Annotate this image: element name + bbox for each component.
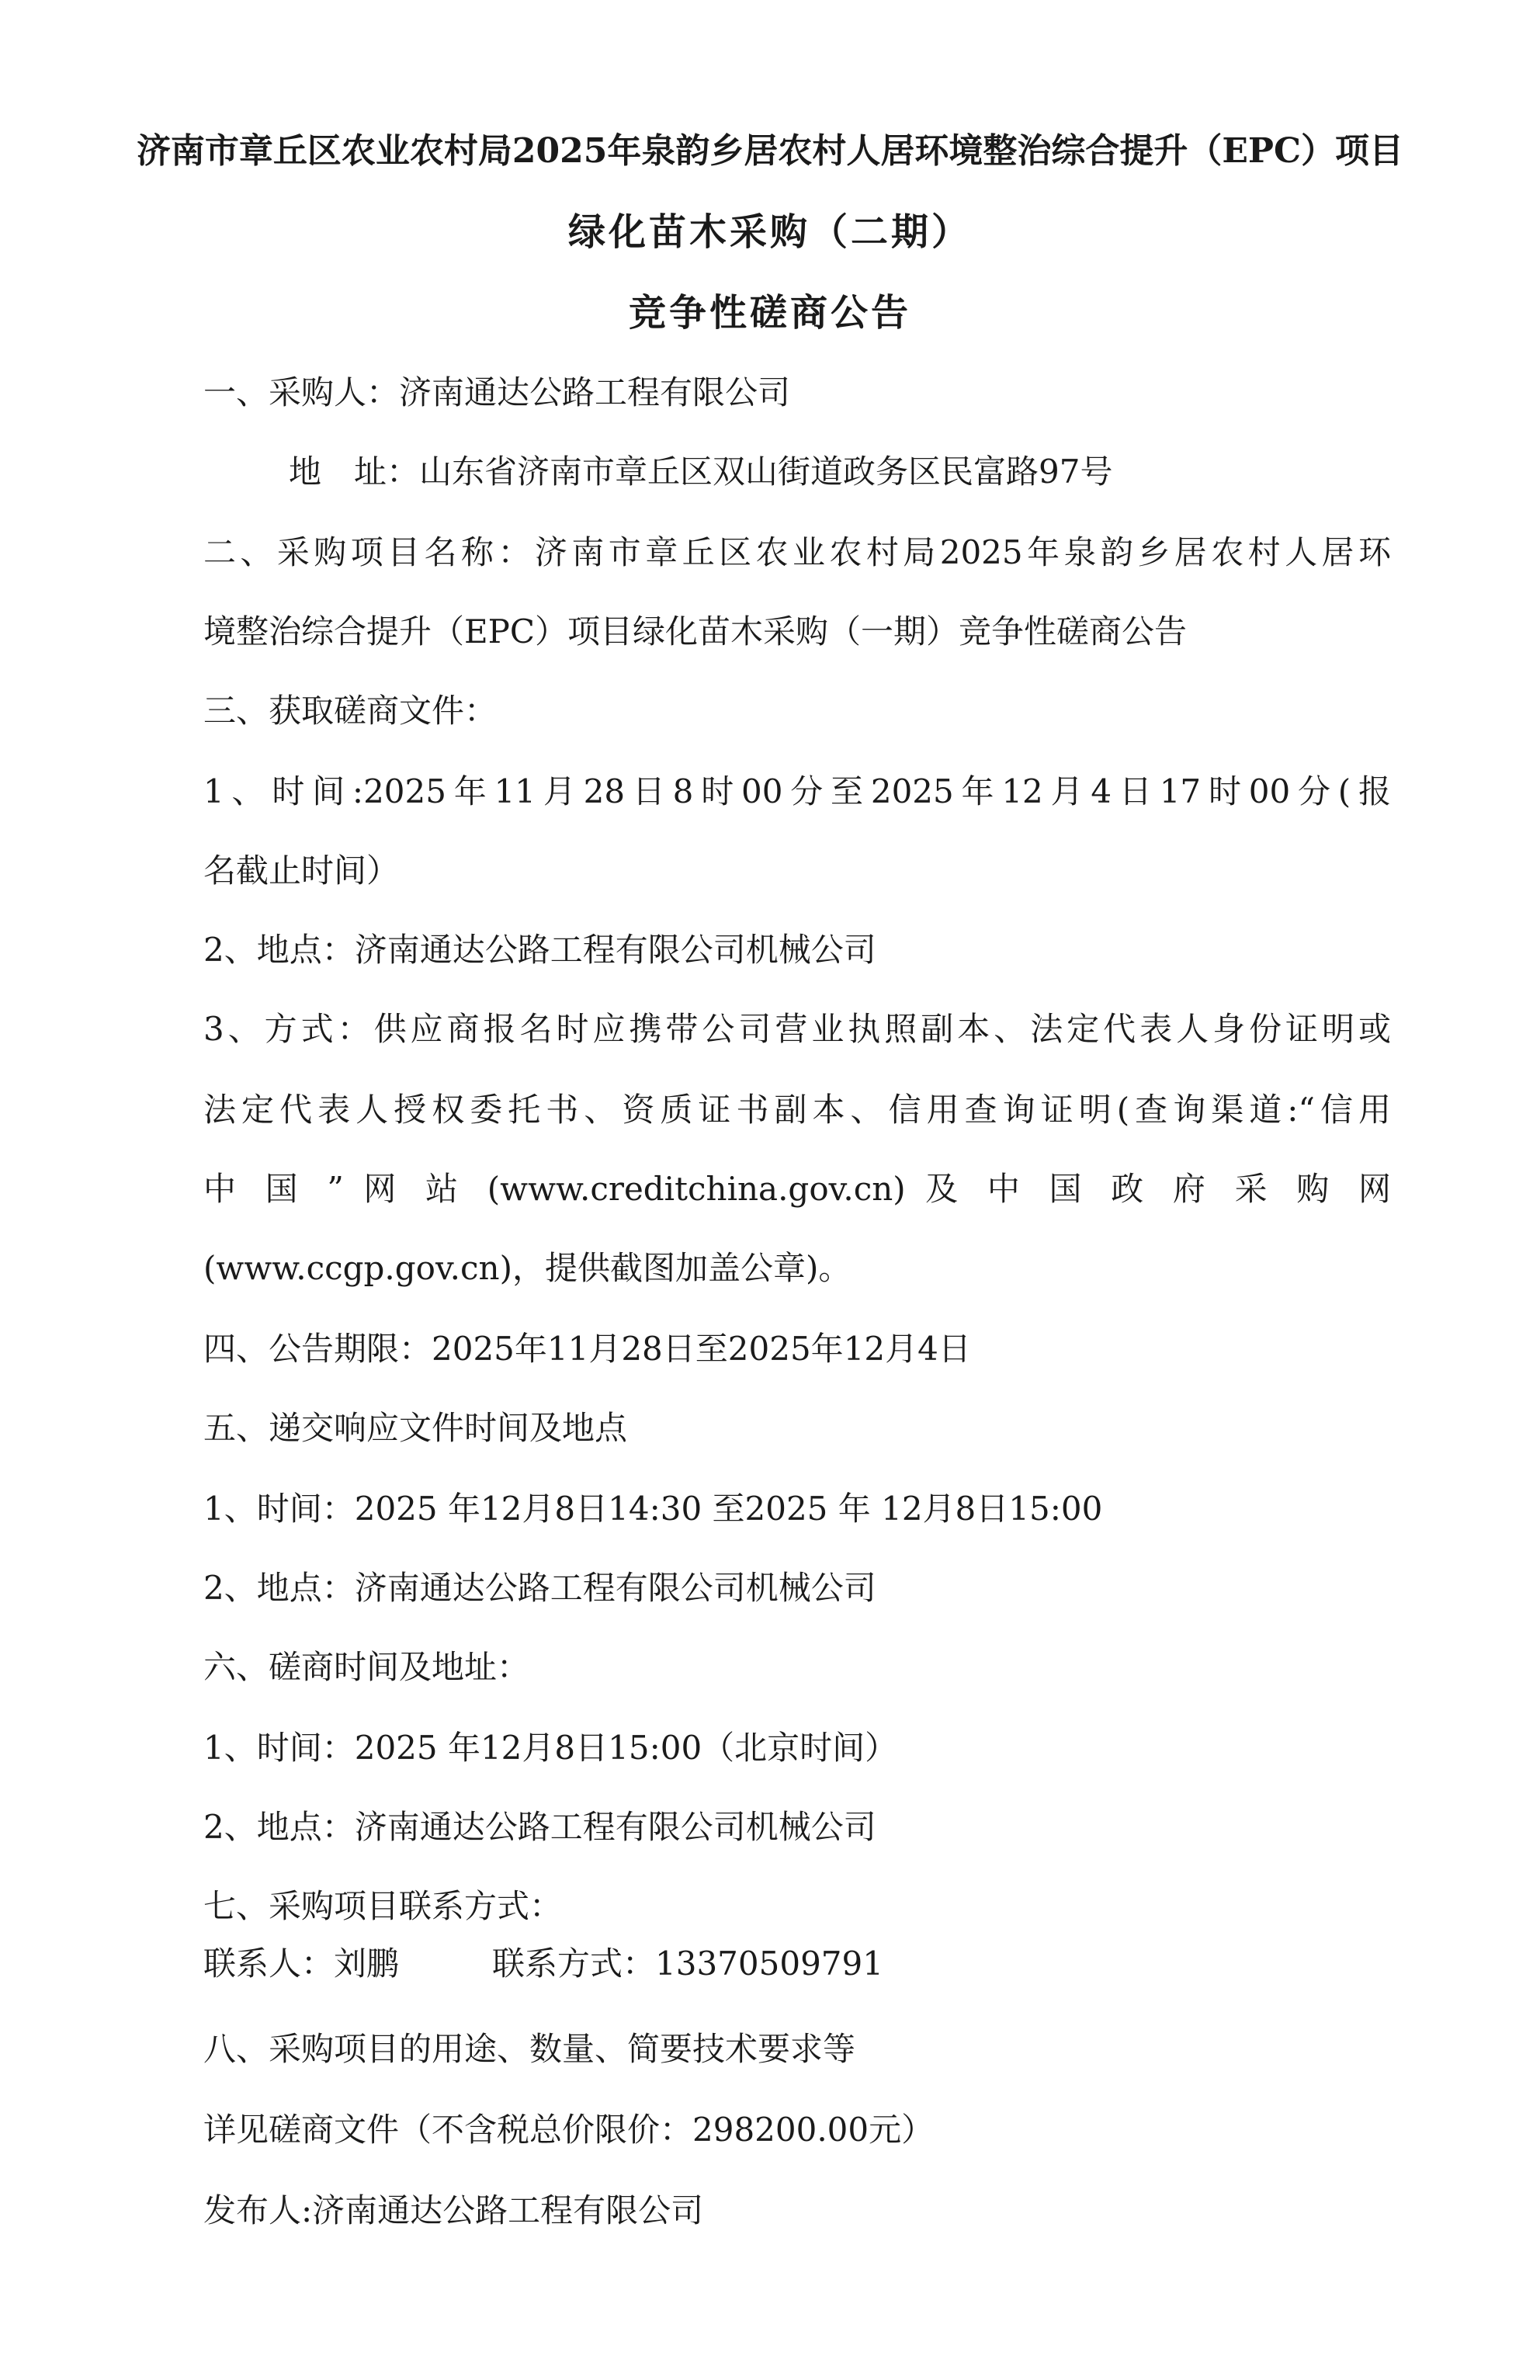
section-3-method-line-4: (www.ccgp.gov.cn)，提供截图加盖公章)。 [203,1249,852,1287]
section-3-time-line-2: 名截止时间） [203,852,400,890]
section-3-time-line-1: 1、时间:2025年11月28日8时00分至2025年12月4日17时00分(报 [203,772,1391,810]
section-8-heading: 八、采购项目的用途、数量、简要技术要求等 [203,2030,856,2068]
section-2-line-1: 二、采购项目名称：济南市章丘区农业农村局2025年泉韵乡居农村人居环 [203,533,1391,571]
title-line-2: 绿化苗木采购（二期） [567,210,972,254]
section-6-heading: 六、磋商时间及地址： [203,1648,530,1686]
contact-method: 联系方式：13370509791 [492,1945,883,1983]
contact-person: 联系人：刘鹏 [203,1945,400,1983]
section-7-heading: 七、采购项目联系方式： [203,1887,563,1925]
publisher: 发布人:济南通达公路工程有限公司 [203,2191,704,2229]
section-5-heading: 五、递交响应文件时间及地点 [203,1409,628,1447]
section-6-place: 2、地点：济南通达公路工程有限公司机械公司 [203,1808,876,1846]
section-3-place: 2、地点：济南通达公路工程有限公司机械公司 [203,931,876,969]
section-7-contact [203,1941,1391,1987]
section-4-notice-period: 四、公告期限：2025年11月28日至2025年12月4日 [203,1330,971,1368]
title-line-1: 济南市章丘区农业农村局2025年泉韵乡居农村人居环境整治综合提升（EPC）项目 [136,131,1404,171]
section-8-detail: 详见磋商文件（不含税总价限价：298200.00元） [203,2111,935,2149]
section-3-method-line-3: 中 国 ” 网 站 (www.creditchina.gov.cn) 及 中 国 政 府 采 购 网 [203,1170,1391,1208]
section-5-time: 1、时间：2025 年12月8日14:30 至2025 年 12月8日15:00 [203,1490,1103,1528]
section-3-method-line-2: 法定代表人授权委托书、资质证书副本、信用查询证明(查询渠道:“信用 [203,1091,1391,1129]
section-3-method-line-1: 3、方式：供应商报名时应携带公司营业执照副本、法定代表人身份证明或 [203,1010,1391,1048]
section-1-purchaser: 一、采购人：济南通达公路工程有限公司 [203,373,791,411]
section-2-line-2: 境整治综合提升（EPC）项目绿化苗木采购（一期）竞争性磋商公告 [203,612,1188,651]
title-line-3: 竞争性磋商公告 [628,291,911,335]
section-1-address: 地 址：山东省济南市章丘区双山街道政务区民富路97号 [289,453,1113,491]
section-3-heading: 三、获取磋商文件： [203,692,498,730]
section-5-place: 2、地点：济南通达公路工程有限公司机械公司 [203,1569,876,1607]
section-6-time: 1、时间：2025 年12月8日15:00（北京时间） [203,1729,898,1767]
